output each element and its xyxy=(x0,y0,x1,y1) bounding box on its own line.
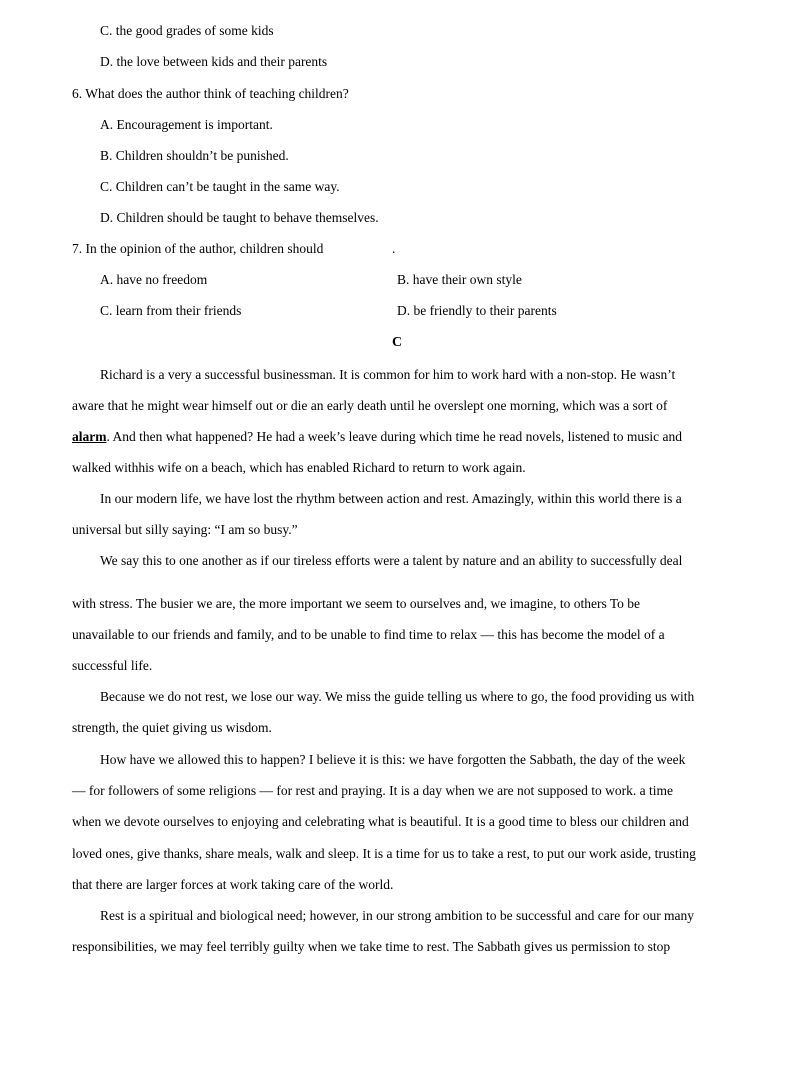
passage-line: unavailable to our friends and family, and to be unable to find time to relax — this has become the model of a xyxy=(72,627,665,642)
q6-option-a: A. Encouragement is important. xyxy=(100,117,273,132)
passage-line: with stress. The busier we are, the more important we seem to ourselves and, we imagine, to others To be xyxy=(72,596,641,611)
section-title: C xyxy=(391,335,403,350)
passage-line: — for followers of some religions — for rest and praying. It is a day when we are not supposed to work. a time xyxy=(72,783,673,798)
passage-line xyxy=(72,429,682,445)
passage-line: that there are larger forces at work taking care of the world. xyxy=(72,877,394,892)
q7-option-a: A. have no freedom xyxy=(100,272,208,287)
passage-line: successful life. xyxy=(72,658,153,673)
q7-question: 7. In the opinion of the author, children should xyxy=(72,241,324,256)
passage-line: How have we allowed this to happen? I believe it is this: we have forgotten the Sabbath, the day of the week xyxy=(100,752,686,767)
q7-option-d: D. be friendly to their parents xyxy=(397,303,557,318)
q7-blank-end: . xyxy=(392,241,396,256)
passage-line: responsibilities, we may feel terribly guilty when we take time to rest. The Sabbath gives us permission to stop xyxy=(72,939,671,954)
passage-line: Rest is a spiritual and biological need; however, in our strong ambition to be successful and care for our many xyxy=(100,908,695,923)
q5-option-d: D. the love between kids and their parents xyxy=(100,54,328,69)
passage-line: Richard is a very a successful businessman. It is common for him to work hard with a non-stop. He wasn’t xyxy=(100,367,676,382)
q7-option-c: C. learn from their friends xyxy=(100,303,242,318)
passage-line: aware that he might wear himself out or die an early death until he overslept one morning, which was a sort of xyxy=(72,398,668,413)
q5-option-c: C. the good grades of some kids xyxy=(100,23,274,38)
q6-question: 6. What does the author think of teaching children? xyxy=(72,86,349,101)
passage-line: Because we do not rest, we lose our way. We miss the guide telling us where to go, the food providing us with xyxy=(100,689,695,704)
passage-line-rest: . And then what happened? He had a week’s leave during which time he read novels, listened to music and xyxy=(106,429,682,444)
passage-line: loved ones, give thanks, share meals, walk and sleep. It is a time for us to take a rest, to put our work aside, trusting xyxy=(72,846,696,861)
passage-line: We say this to one another as if our tireless efforts were a talent by nature and an ability to successfully deal xyxy=(100,553,683,568)
q6-option-c: C. Children can’t be taught in the same way. xyxy=(100,179,340,194)
passage-line: when we devote ourselves to enjoying and celebrating what is beautiful. It is a good time to bless our children and xyxy=(72,814,689,829)
passage-line: In our modern life, we have lost the rhythm between action and rest. Amazingly, within this world there is a xyxy=(100,491,682,506)
q7-option-b: B. have their own style xyxy=(397,272,522,287)
passage-line: strength, the quiet giving us wisdom. xyxy=(72,720,272,735)
q6-option-b: B. Children shouldn’t be punished. xyxy=(100,148,289,163)
passage-line: walked withhis wife on a beach, which has enabled Richard to return to work again. xyxy=(72,460,526,475)
passage-line: universal but silly saying: “I am so busy.” xyxy=(72,522,298,537)
underlined-word: alarm xyxy=(72,429,107,444)
q6-option-d: D. Children should be taught to behave themselves. xyxy=(100,210,379,225)
